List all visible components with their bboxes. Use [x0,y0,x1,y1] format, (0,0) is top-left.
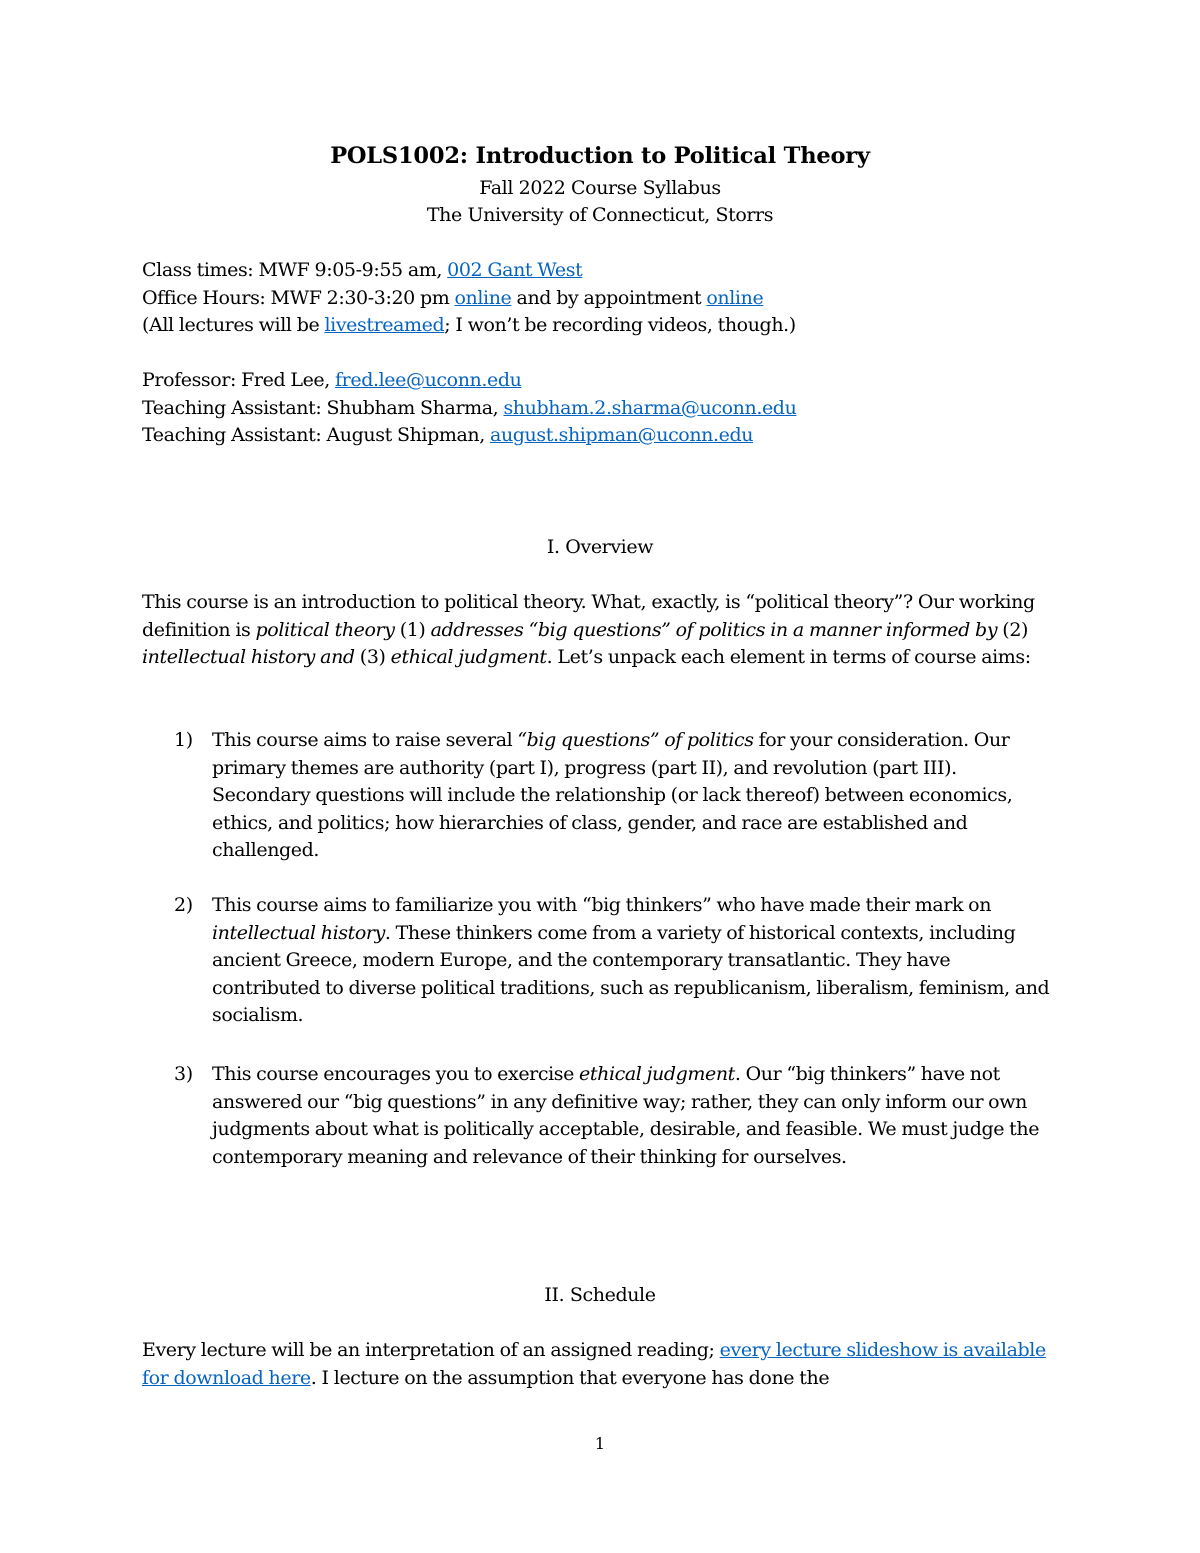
institution-name: The University of Connecticut, Storrs [426,204,774,226]
staff-block [142,367,1052,450]
list-item-number: 2) [174,894,193,916]
logistics-block [142,257,1052,340]
overview-text-b: political theory [255,618,395,641]
item2-text-c: . These thinkers come from a variety of historical contexts, including ancient Greece, modern Europe, and the contemporary transatlantic. They have contributed to diverse political traditions, such as republicanism, liberalism, feminism, and socialism. [212,921,1050,1026]
class-location-link[interactable]: 002 Gant West [447,259,583,281]
schedule-text-b: . I lecture on the assumption that everyone has done the [310,1366,830,1389]
schedule-heading: II. Schedule [544,1284,656,1306]
list-item-body [212,892,1054,1030]
office-hours-line [142,285,1052,313]
ta2-email-link[interactable]: august.shipman@uconn.edu [490,424,754,446]
overview-paragraph [142,589,1052,672]
overview-text-g: (3) [354,646,391,668]
schedule-text-a: Every lecture will be an interpretation of an assigned reading; [142,1339,720,1361]
item1-text-a: This course aims to raise several [212,729,518,751]
item3-text-a: This course encourages you to exercise [212,1063,580,1085]
lectures-note-line [142,312,1052,340]
overview-list-item [174,1061,1054,1171]
ta2-label: Teaching Assistant: August Shipman, [142,424,491,446]
office-hours-label: Office Hours: MWF 2:30-3:20 pm [142,286,455,309]
schedule-paragraph [142,1337,1052,1392]
professor-line [142,367,1052,395]
professor-email-link[interactable]: fred.lee@uconn.edu [335,369,522,391]
appointment-online-link[interactable]: online [706,286,764,309]
overview-list-item [174,727,1054,865]
page-number: 1 [594,1434,606,1453]
overview-text-c: (1) [394,618,431,641]
ta1-email-link[interactable]: shubham.2.sharma@uconn.edu [503,396,797,419]
office-hours-mid: and by appointment [511,286,707,309]
list-item-body [212,727,1054,865]
list-item-body [212,1061,1054,1171]
ta2-line [142,422,1052,450]
ta1-label: Teaching Assistant: Shubham Sharma, [142,396,504,419]
overview-heading: I. Overview [546,536,654,558]
lectures-note-pre: (All lectures will be [142,314,325,336]
overview-text-h: ethical judgment [390,646,547,668]
overview-list-item [174,892,1054,1030]
overview-text-a: This course is an introduction to political theory. What, exactly, is “political theory”? Our working definition is [142,591,1035,641]
lectures-note-post: ; I won’t be recording videos, though.) [444,314,796,336]
professor-label: Professor: Fred Lee, [142,369,336,391]
list-item-number: 3) [174,1063,193,1085]
item1-text-b: “big questions” of politics [517,729,754,751]
item2-text-b: intellectual history [212,921,385,944]
document-subtitle: Fall 2022 Course Syllabus [479,177,721,199]
livestream-link[interactable]: livestreamed [324,314,445,336]
office-hours-online-link[interactable]: online [454,286,512,309]
overview-text-f: intellectual history and [142,646,355,668]
ta1-line [142,395,1052,423]
list-item-number: 1) [174,729,193,751]
class-times-label: Class times: MWF 9:05-9:55 am, [142,259,448,281]
item3-text-c: . Our “big thinkers” have not answered our “big questions” in any definitive way; rather, they can only inform our own judgments about what is politically acceptable, desirable, and feasible. We must judge the contemporary meaning and relevance of their thinking for ourselves. [212,1063,1040,1168]
item3-text-b: ethical judgment [579,1063,735,1085]
document-title: POLS1002: Introduction to Political Theory [330,143,870,169]
item2-text-a: This course aims to familiarize you with “big thinkers” who have made their mark on [212,894,992,916]
overview-text-e: (2) [997,618,1029,641]
class-times-line [142,257,1052,285]
overview-text-d: addresses “big questions” of politics in a manner informed by [430,618,998,641]
item1-text-c: for your consideration. Our primary themes are authority (part I), progress (part II), and revolution (part III). Secondary questions will include the relationship (or lack thereof) between economics, ethics, and politics; how hierarchies of class, gender, and race are established and challenged. [212,729,1013,861]
slideshow-download-link[interactable]: every lecture slideshow is available for download here [142,1339,1046,1389]
overview-text-i: . Let’s unpack each element in terms of course aims: [546,646,1031,668]
